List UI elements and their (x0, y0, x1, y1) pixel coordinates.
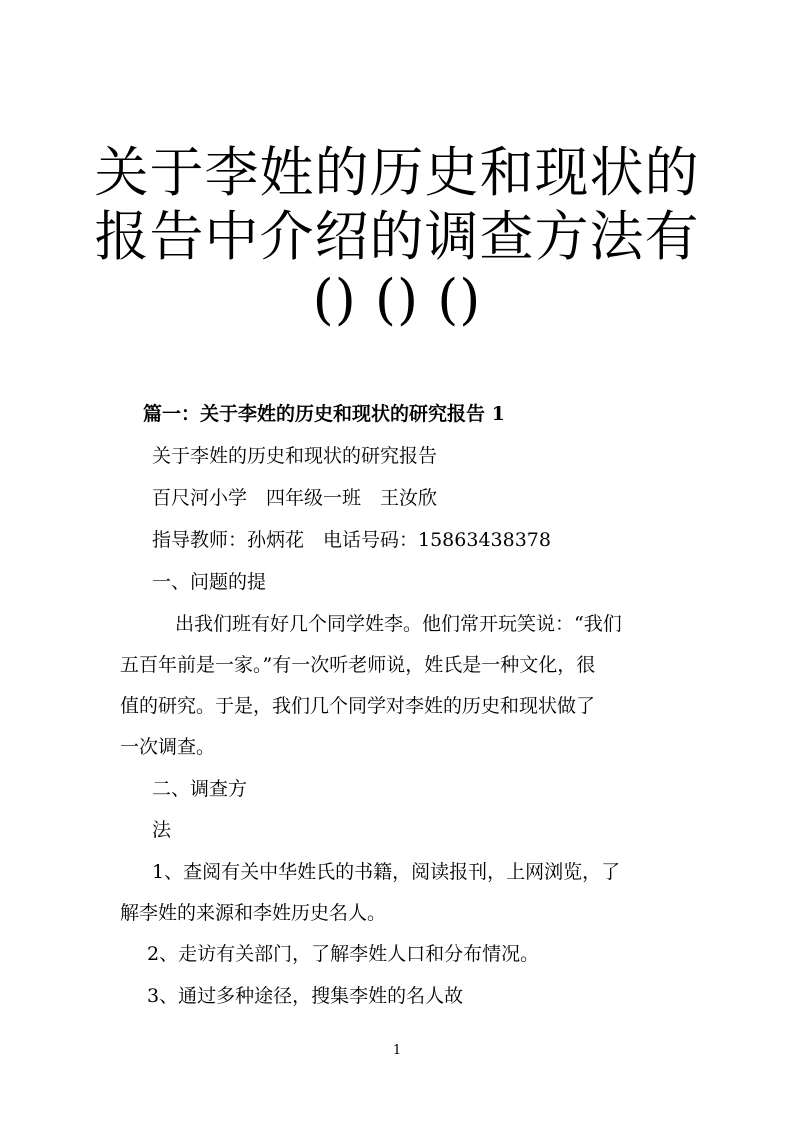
report-title: 关于李姓的历史和现状的研究报告 (152, 445, 438, 467)
list-item-2: 2、走访有关部门，了解李姓人口和分布情况。 (147, 943, 540, 965)
paragraph-1-line: 出我们班有好几个同学姓李。他们常开玩笑说：“我们 (175, 613, 622, 635)
list-item-1-line: 解李姓的来源和李姓历史名人。 (120, 902, 387, 924)
paragraph-1-line: 值的研究。于是，我们几个同学对李姓的历史和现状做了 (120, 695, 596, 717)
title-line-2: 报告中介绍的调查方法有 (94, 205, 700, 268)
list-item-3: 3、通过多种途径，搜集李姓的名人故 (147, 985, 464, 1007)
section-1-heading: 一、问题的提 (152, 571, 267, 593)
article-heading: 篇一：关于李姓的历史和现状的研究报告 1 (143, 403, 505, 425)
title-line-1: 关于李姓的历史和现状的 (94, 141, 700, 204)
section-2-heading: 二、调查方 (152, 778, 248, 800)
author-line: 百尺河小学 四年级一班 王汝欣 (152, 487, 438, 509)
paragraph-1-line: 五百年前是一家。”有一次听老师说，姓氏是一种文化，很 (120, 654, 596, 676)
page-number: 1 (392, 1043, 402, 1058)
section-2-heading-cont: 法 (152, 819, 172, 841)
paragraph-1-line: 一次调查。 (120, 736, 216, 758)
teacher-line: 指导教师：孙炳花 电话号码：15863438378 (152, 529, 551, 551)
title-line-3: () () () (312, 268, 482, 331)
list-item-1-line: 1、查阅有关中华姓氏的书籍，阅读报刊，上网浏览，了 (152, 861, 621, 883)
